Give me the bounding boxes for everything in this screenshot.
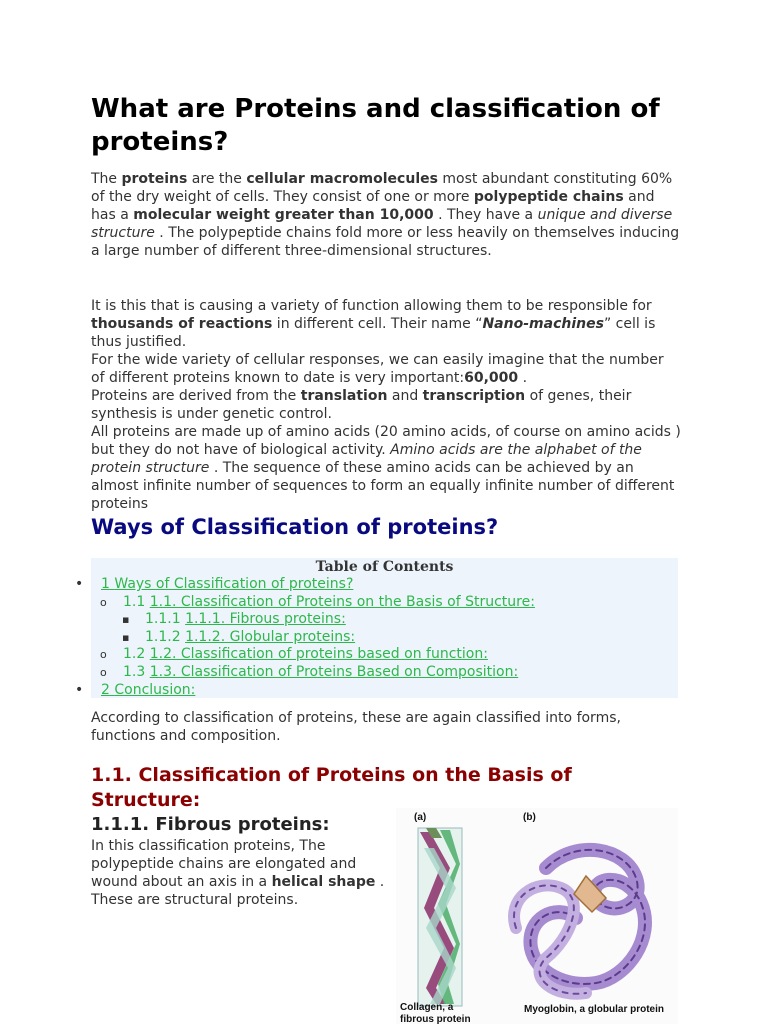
toc-item-2[interactable]: • 2 Conclusion: <box>75 681 196 698</box>
page-title: What are Proteins and classification of proteins? <box>91 94 660 157</box>
toc-item-1-1-1[interactable]: ▪ 1.1.1 1.1.1. Fibrous proteins: <box>122 611 346 628</box>
figure-label-b: (b) <box>523 812 536 823</box>
toc-item-1[interactable]: • 1 Ways of Classification of proteins? <box>75 576 354 592</box>
intro-paragraph-2: It is this that is causing a variety of function allowing them to be responsible for thousands of reactions in different cell. Their name “Nano-machines” cell is thus justified. For the wide variety of cellular responses, we can easily imagine that the number of different proteins known to date is very important:60,000 . Proteins are derived from the translation and transcription of genes, their synthesis is under genetic control. All proteins are made up of amino acids (20 amino acids, of course on amino acids ) but they do not have of biological activity. Amino acids are the alphabet of the protein structure . The sequence of these amino acids can be achieved by an almost infinite number of sequences to form an equally infinite number of different proteins <box>91 298 681 512</box>
protein-illustration <box>396 808 678 1024</box>
figure-label-a: (a) <box>414 812 427 823</box>
myoglobin-ribbon-image <box>514 850 645 994</box>
caption-myoglobin: Myoglobin, a globular protein <box>524 1004 664 1015</box>
ways-heading: Ways of Classification of proteins? <box>91 515 499 539</box>
collagen-helix-image <box>418 828 462 1006</box>
toc-item-1-3[interactable]: o 1.3 1.3. Classification of Proteins Based on Composition: <box>100 663 519 680</box>
toc-item-1-1-2[interactable]: ▪ 1.1.2 1.1.2. Globular proteins: <box>122 628 356 645</box>
intro-paragraph-5: All proteins are made up of amino acids (20 amino acids, of course on amino acids ) but they do not have of biological activity. Amino acids are the alphabet of the protein structure . The sequence of these amino acids can be achieved by an almost infinite number of sequences to form an equally infinite number of different proteins <box>91 424 681 512</box>
fibrous-paragraph: In this classification proteins, The polypeptide chains are elongated and wound about an axis in a helical shape . These are structural proteins. <box>91 838 385 908</box>
protein-figure <box>396 808 678 1024</box>
section-heading-fibrous: 1.1.1. Fibrous proteins: <box>91 814 330 835</box>
toc-item-1-2[interactable]: o 1.2 1.2. Classification of proteins based on function: <box>100 646 488 663</box>
table-of-contents <box>75 558 678 698</box>
toc-title: Table of Contents <box>315 559 454 575</box>
caption-collagen-line1: Collagen, a <box>400 1002 454 1013</box>
caption-collagen-line2: fibrous protein <box>400 1014 471 1024</box>
intro-paragraph-1: The proteins are the cellular macromolecules most abundant constituting 60% of the dry weight of cells. They consist of one or more polypeptide chains and has a molecular weight greater than 10,000 . They have a unique and diverse structure . The polypeptide chains fold more or less heavily on themselves inducing a large number of different three-dimensional structures. <box>91 171 680 259</box>
intro-paragraph-4: Proteins are derived from the translation and transcription of genes, their synthesis is under genetic control. <box>91 388 632 422</box>
classification-intro: According to classification of proteins, these are again classified into forms, functions and composition. <box>91 710 621 744</box>
section-heading-structure: 1.1. Classification of Proteins on the Basis of Structure: <box>91 764 572 811</box>
toc-item-1-1[interactable]: o 1.1 1.1. Classification of Proteins on the Basis of Structure: <box>100 593 535 610</box>
intro-paragraph-3: For the wide variety of cellular responses, we can easily imagine that the number of different proteins known to date is very important:60,000 . <box>91 352 664 386</box>
